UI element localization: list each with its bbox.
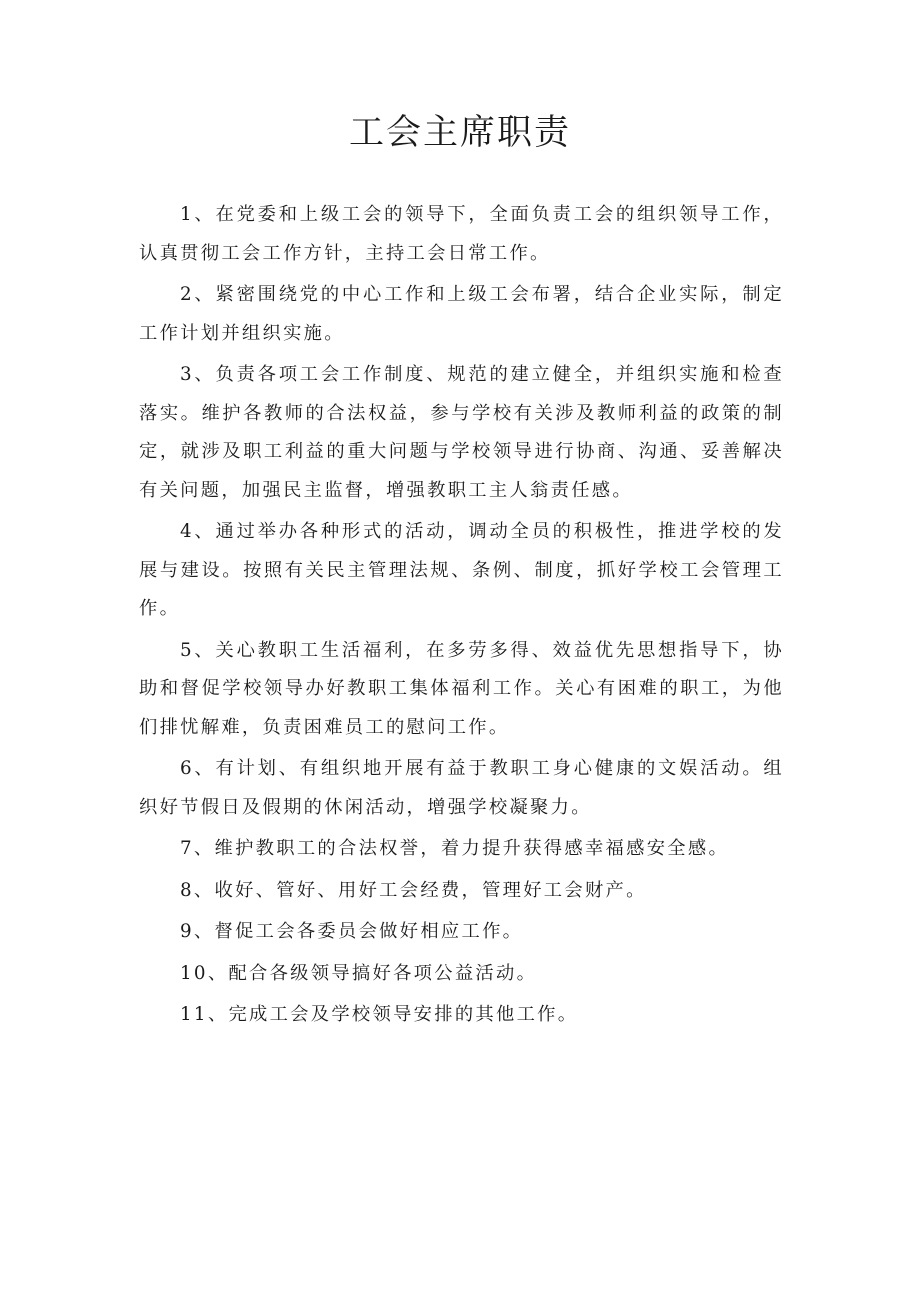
document-body: [139, 196, 784, 1038]
duty-item-1: 1、在党委和上级工会的领导下，全面负责工会的组织领导工作，认真贯彻工会工作方针，主持工会日常工作。: [139, 204, 784, 264]
duty-item-2: 2、紧密围绕党的中心工作和上级工会布署，结合企业实际，制定工作计划并组织实施。: [139, 284, 784, 344]
duty-item-4: 4、通过举办各种形式的活动，调动全员的积极性，推进学校的发展与建设。按照有关民主管理法规、条例、制度，抓好学校工会管理工作。: [139, 521, 784, 619]
document-title: 工会主席职责: [348, 113, 571, 153]
duty-item-10: 10、配合各级领导搞好各项公益活动。: [180, 962, 538, 984]
duty-item-8: 8、收好、管好、用好工会经费，管理好工会财产。: [180, 879, 647, 901]
duty-item-9: 9、督促工会各委员会做好相应工作。: [180, 921, 524, 942]
duty-item-5: 5、关心教职工生活福利，在多劳多得、效益优先思想指导下，协助和督促学校领导办好教职工集体福利工作。关心有困难的职工，为他们排忧解难，负责困难员工的慰问工作。: [139, 639, 784, 738]
duty-item-11: 11、完成工会及学校领导安排的其他工作。: [180, 1004, 579, 1025]
duty-item-6: 6、有计划、有组织地开展有益于教职工身心健康的文娱活动。组织好节假日及假期的休闲活动，增强学校凝聚力。: [139, 758, 784, 818]
duty-item-3: 3、负责各项工会工作制度、规范的建立健全，并组织实施和检查落实。维护各教师的合法权益，参与学校有关涉及教师利益的政策的制定，就涉及职工利益的重大问题与学校领导进行协商、沟通、妥善解决有关问题，加强民主监督，增强教职工主人翁责任感。: [139, 364, 784, 501]
duty-item-7: 7、维护教职工的合法权誉，着力提升获得感幸福感安全感。: [180, 838, 730, 859]
